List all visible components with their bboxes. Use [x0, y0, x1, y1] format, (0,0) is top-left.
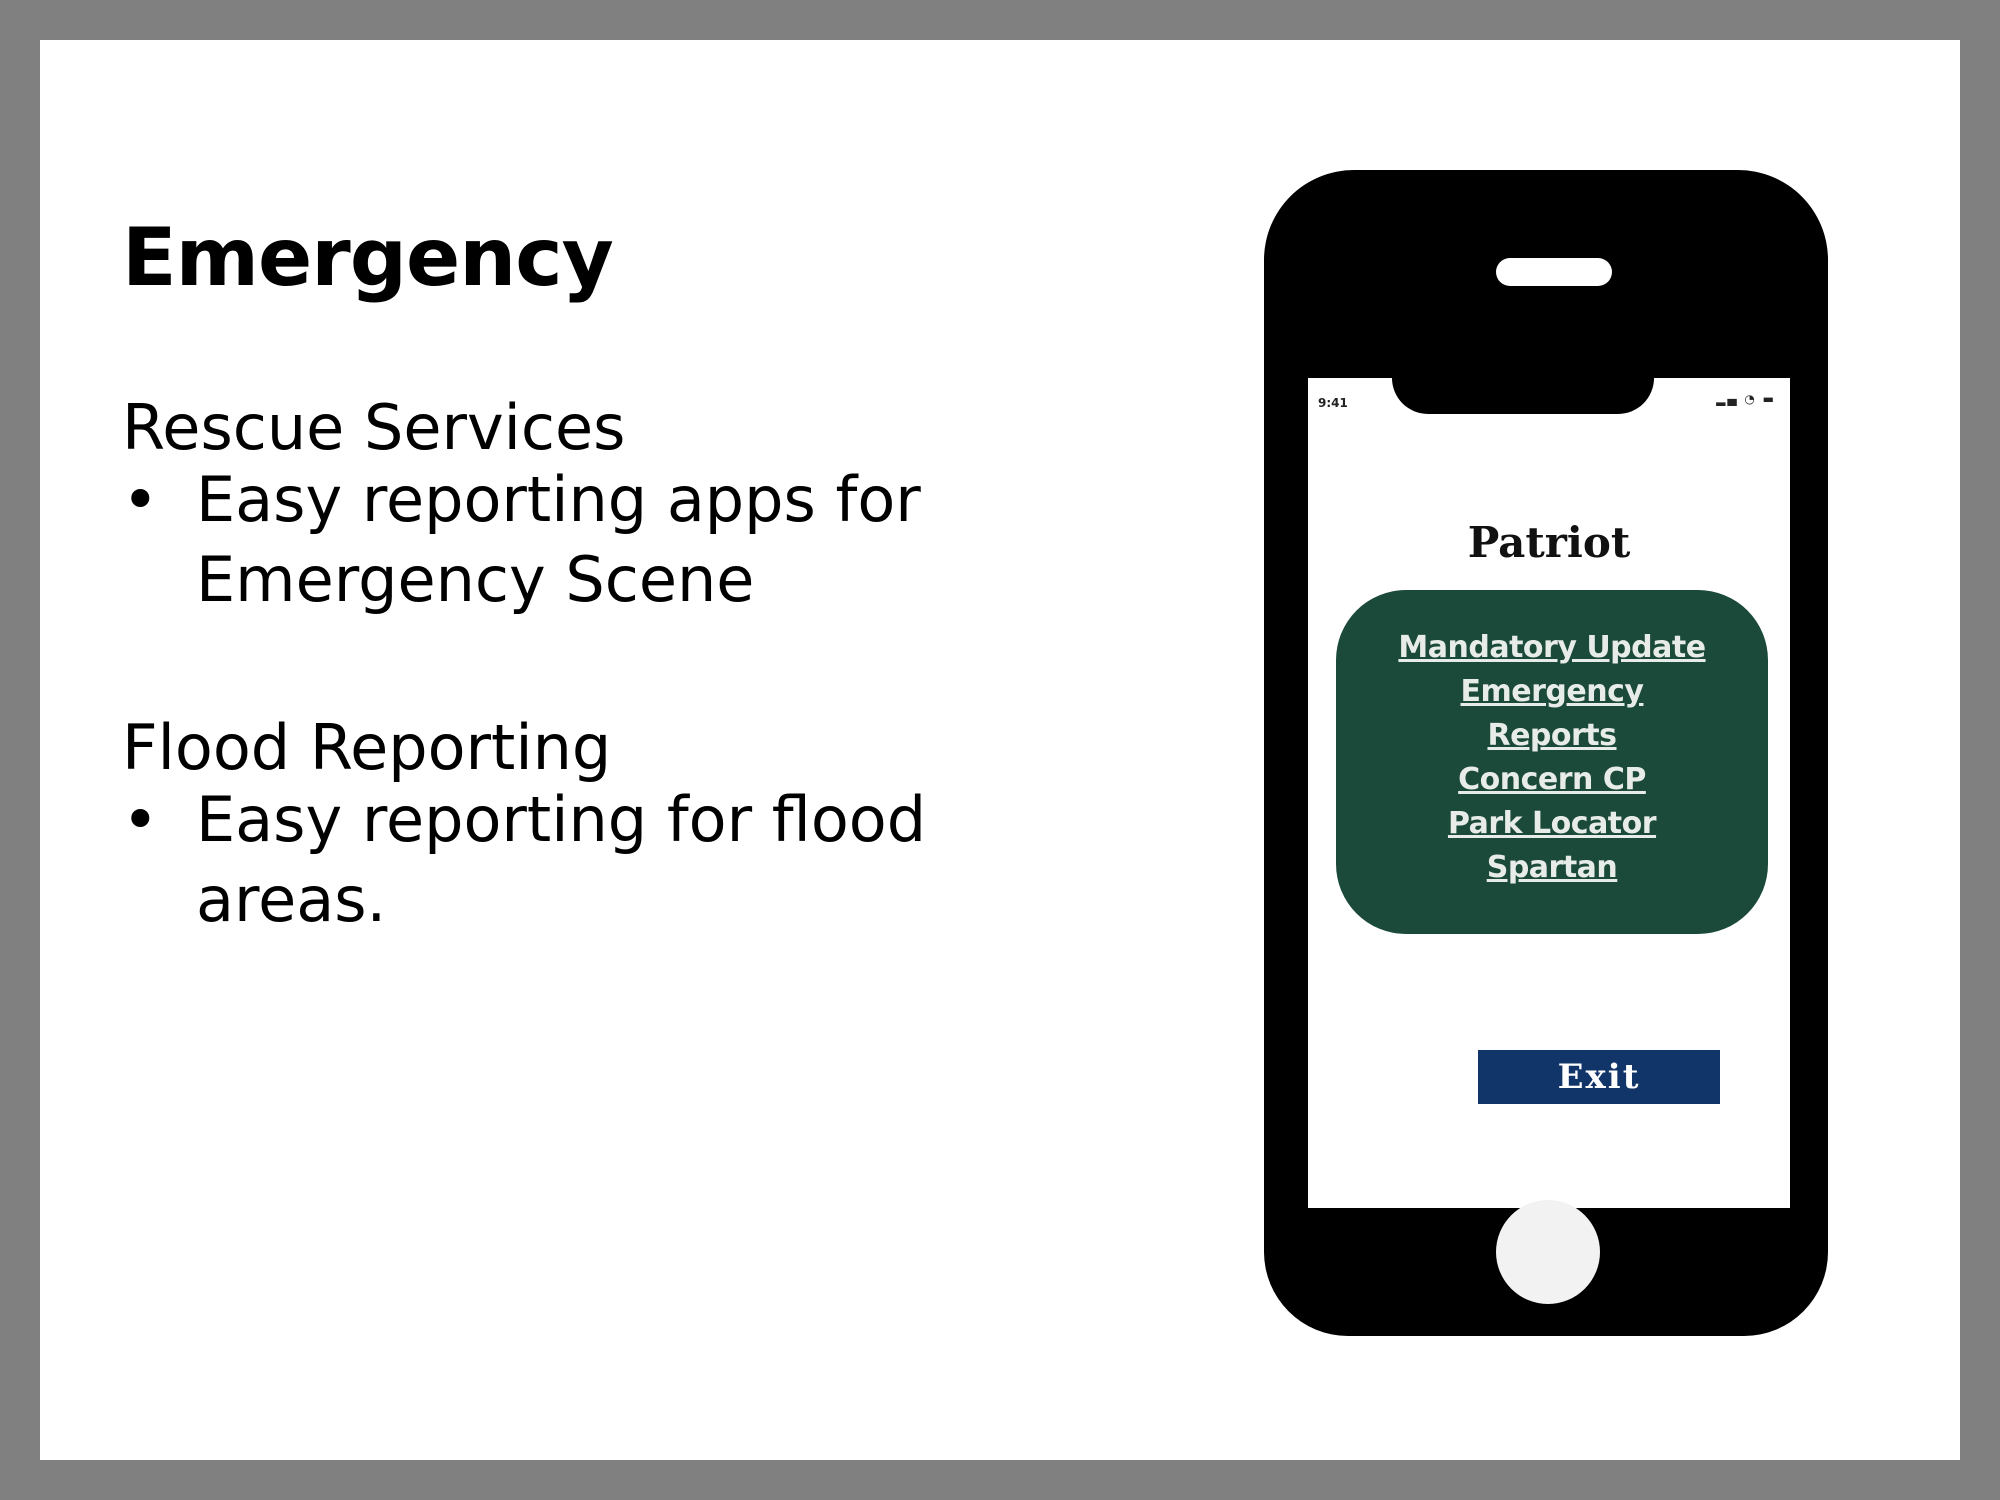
exit-button[interactable]: Exit: [1478, 1050, 1720, 1104]
menu-list: [1336, 626, 1768, 890]
menu-link-reports[interactable]: Reports: [1487, 718, 1617, 753]
menu-link-spartan[interactable]: Spartan: [1486, 850, 1618, 885]
phone-notch: [1392, 378, 1654, 414]
slide: [40, 40, 1960, 1460]
section-heading-rescue: Rescue Services: [122, 391, 626, 464]
menu-link-concern-cp[interactable]: Concern CP: [1458, 762, 1646, 797]
bullet-dot: •: [122, 463, 159, 536]
menu-link-park-locator[interactable]: Park Locator: [1447, 806, 1657, 841]
bullet-text: Easy reporting for flood areas.: [196, 783, 927, 936]
menu-link-emergency[interactable]: Emergency: [1460, 674, 1644, 709]
section-heading-flood: Flood Reporting: [122, 711, 612, 784]
phone-screen: [1308, 378, 1790, 1208]
menu-link-mandatory-update[interactable]: Mandatory Update: [1398, 630, 1706, 665]
menu-card: [1336, 590, 1768, 934]
slide-title: Emergency: [122, 211, 613, 304]
status-time: 9:41: [1318, 396, 1348, 410]
bullet-text: Easy reporting apps for Emergency Scene: [196, 463, 921, 616]
bullet-dot: •: [122, 783, 159, 856]
app-title: Patriot: [1467, 518, 1631, 567]
status-icons: ▂▄ ◔ ▬: [1716, 392, 1776, 406]
phone-mockup: [1264, 170, 1828, 1336]
phone-speaker: [1496, 258, 1612, 286]
home-button[interactable]: [1496, 1200, 1600, 1304]
